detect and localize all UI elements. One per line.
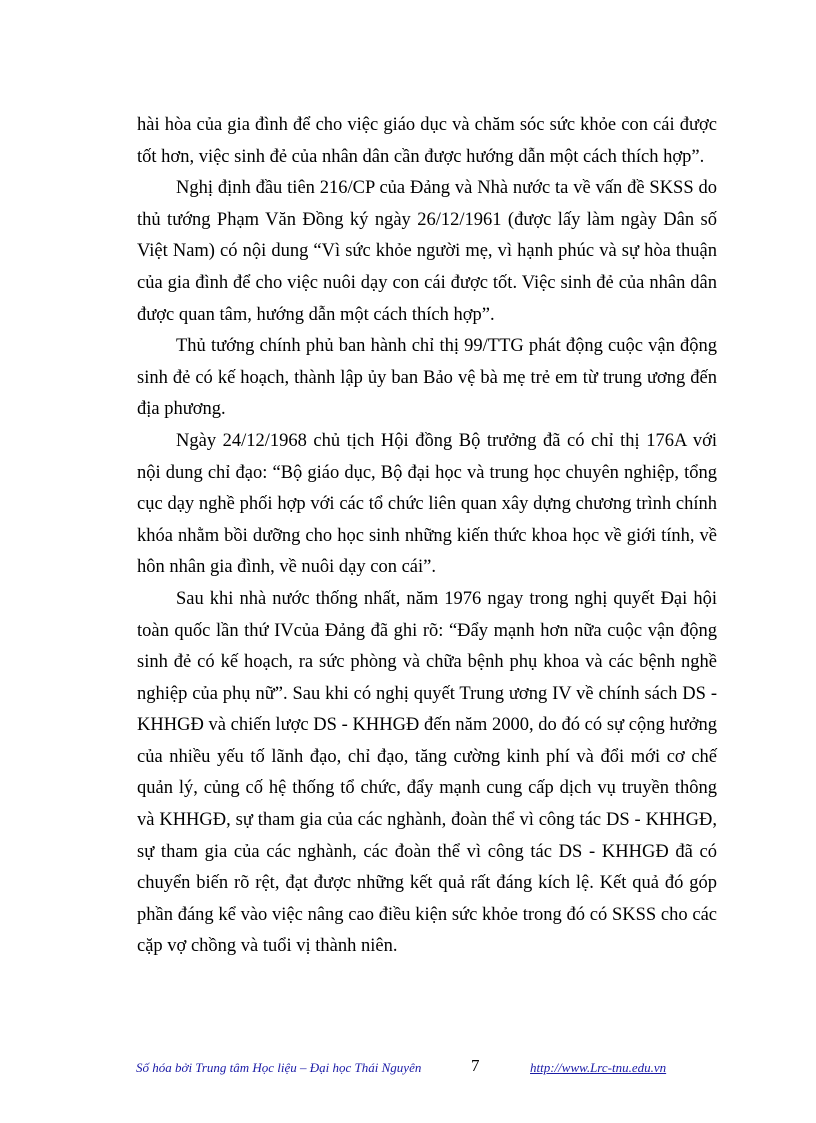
paragraph-4: Ngày 24/12/1968 chủ tịch Hội đồng Bộ trưởng đã có chỉ thị 176A với nội dung chỉ đạo: “Bộ giáo dục, Bộ đại học và trung học chuyên nghiệp, tổng cục dạy nghề phối hợp với các tổ chức liên quan xây dựng chương trình chính khóa nhằm bồi dưỡng cho học sinh những kiến thức khoa học về giới tính, về hôn nhân gia đình, về nuôi dạy con cái”. [137, 430, 717, 578]
paragraph-3: Thủ tướng chính phủ ban hành chỉ thị 99/TTG phát động cuộc vận động sinh đẻ có kế hoạch, thành lập ủy ban Bảo vệ bà mẹ trẻ em từ trung ương đến địa phương. [137, 336, 717, 420]
paragraph-5: Sau khi nhà nước thống nhất, năm 1976 ngay trong nghị quyết Đại hội toàn quốc lần thứ IVcủa Đảng đã ghi rõ: “Đẩy mạnh hơn nữa cuộc vận động sinh đẻ có kế hoạch, ra sức phòng và chữa bệnh phụ khoa và các bệnh nghề nghiệp của phụ nữ”. Sau khi có nghị quyết Trung ương IV về chính sách DS - KHHGĐ và chiến lược DS - KHHGĐ đến năm 2000, do đó có sự cộng hưởng của nhiều yếu tố lãnh đạo, chỉ đạo, tăng cường kinh phí và đổi mới cơ chế quản lý, củng cố hệ thống tổ chức, đẩy mạnh cung cấp dịch vụ truyền thông và KHHGĐ, sự tham gia của các nghành, đoàn thể vì công tác DS - KHHGĐ, sự tham gia của các nghành, các đoàn thể vì công tác DS - KHHGĐ đã có chuyển biến rõ rệt, đạt được những kết quả rất đáng kích lệ. Kết quả đó góp phần đáng kể vào việc nâng cao điều kiện sức khỏe trong đó có SKSS cho các cặp vợ chồng và tuổi vị thành niên. [137, 588, 717, 957]
document-body [137, 110, 717, 963]
footer-credit: Số hóa bởi Trung tâm Học liệu – Đại học Thái Nguyên [136, 1060, 422, 1075]
paragraph-2: Nghị định đầu tiên 216/CP của Đảng và Nhà nước ta về vấn đề SKSS do thủ tướng Phạm Văn Đồng ký ngày 26/12/1961 (được lấy làm ngày Dân số Việt Nam) có nội dung “Vì sức khỏe người mẹ, vì hạnh phúc và sự hòa thuận của gia đình để cho việc nuôi dạy con cái được tốt. Việc sinh đẻ của nhân dân được quan tâm, hướng dẫn một cách thích hợp”. [137, 178, 717, 325]
page-number: 7 [471, 1056, 480, 1075]
footer-link[interactable]: http://www.Lrc-tnu.edu.vn [530, 1060, 667, 1075]
page-footer [0, 1056, 816, 1080]
paragraph-1: hài hòa của gia đình để cho việc giáo dục và chăm sóc sức khỏe con cái được tốt hơn, việc sinh đẻ của nhân dân cần được hướng dẫn một cách thích hợp”. [137, 115, 717, 167]
